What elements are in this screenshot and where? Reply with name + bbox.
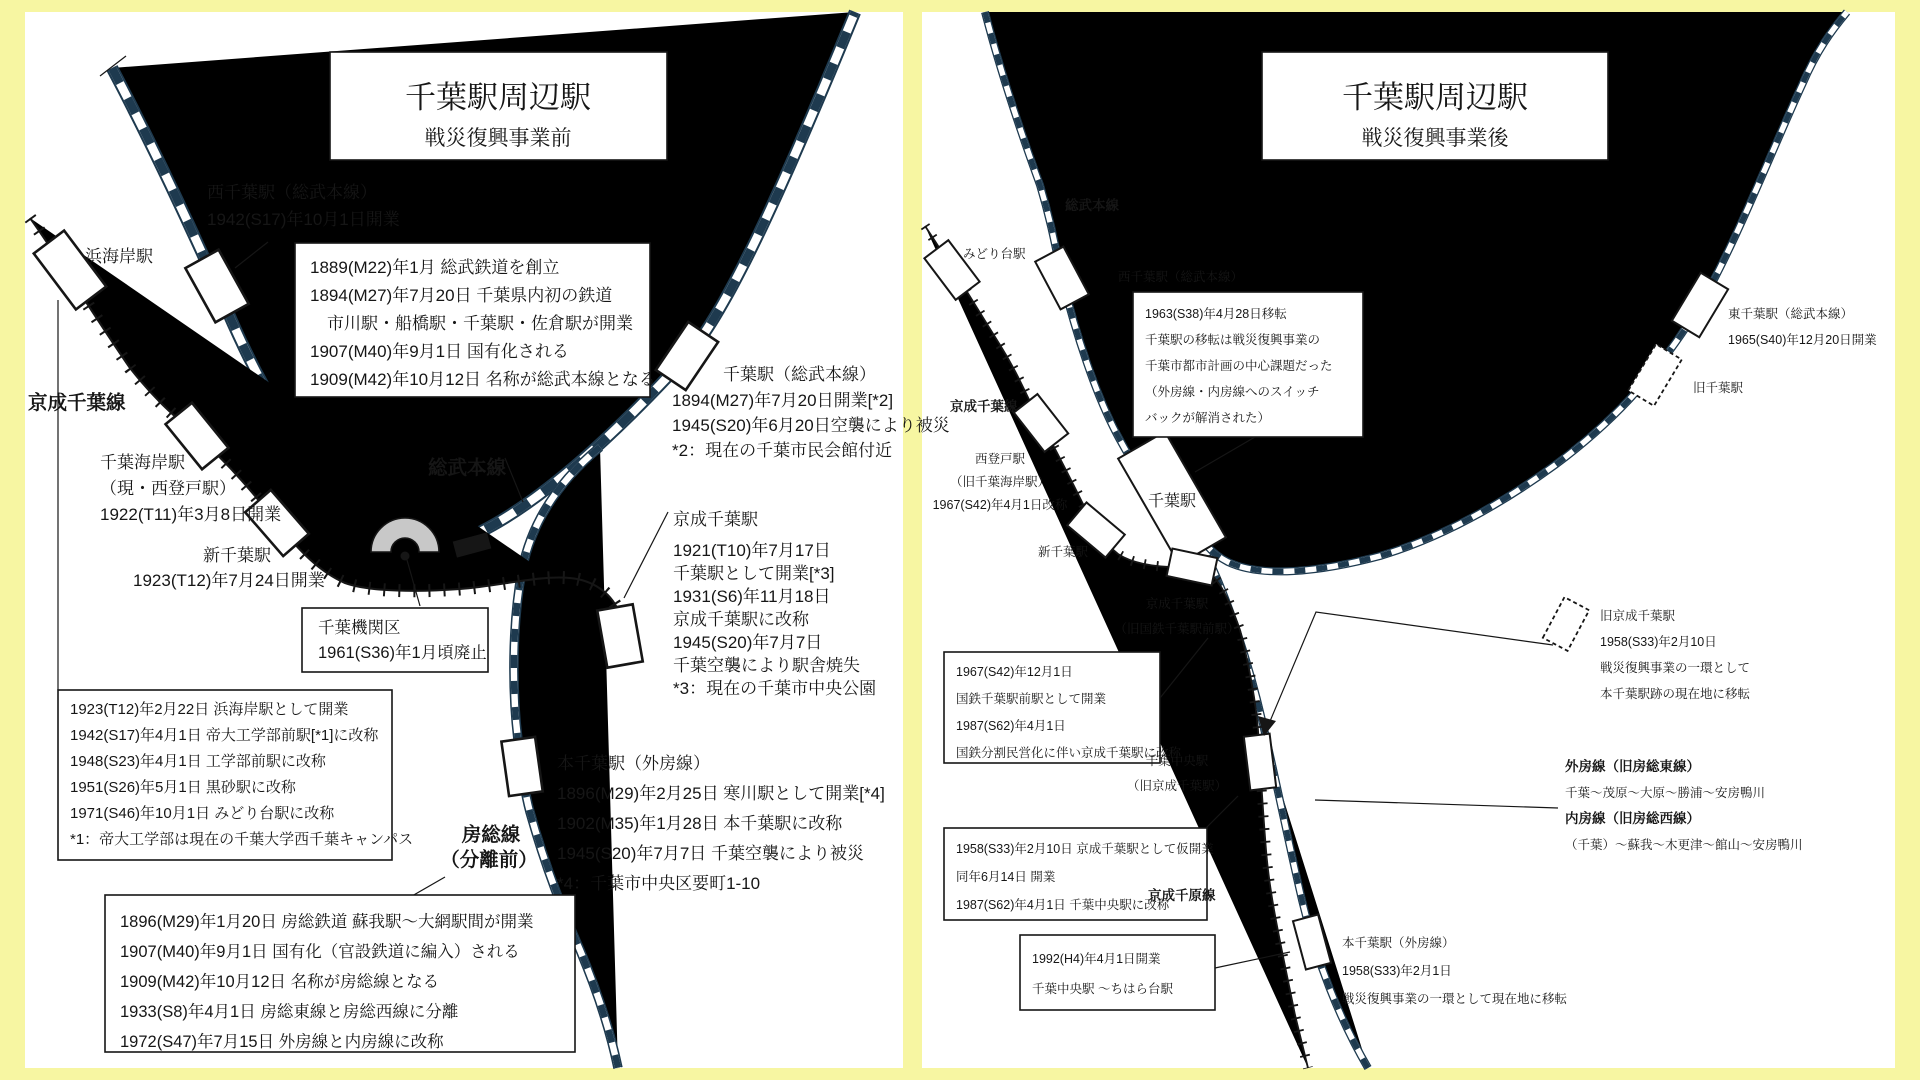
- boso-line-note: （分離前）: [440, 849, 538, 871]
- boso-line-label: 房総線: [461, 824, 521, 846]
- relocation-text: 1963(S38)年4月28日移転千葉駅の移転は戦災復興事業の千葉市都市計画の中心課題だった（外房線・内房線へのスイッチバックが解消された）: [1145, 307, 1333, 425]
- keisei-line-label-before: 京成千葉線: [28, 392, 126, 414]
- kyuchiba-label: 旧千葉駅: [1693, 381, 1744, 395]
- keisei-chiba-label: 京成千葉駅: [673, 510, 758, 529]
- after-title: 千葉駅周辺駅: [1342, 80, 1528, 115]
- depot-dot: [401, 552, 410, 561]
- chiba-chuo-station-box: [1244, 734, 1276, 791]
- chiba-station-label: 千葉駅: [1147, 493, 1197, 510]
- before-subtitle: 戦災復興事業前: [424, 127, 572, 150]
- kikanku-text: 千葉機関区 1961(S36)年1月頃廃止: [318, 619, 487, 662]
- uchibo-line-label: 内房線（旧房総西線）: [1565, 811, 1700, 826]
- honchiba-notes: 1896(M29)年2月25日 寒川駅として開業[*4] 1902(M35)年1月28日 本千葉駅に改称 1945(S20)年7月7日 千葉空襲により被災*4：千葉市中央区要町1-10: [557, 784, 885, 893]
- hamakaigan-history-text: 1923(T12)年2月22日 浜海岸駅として開業 1942(S17)年4月1日 帝大工学部前駅[*1]に改称 1948(S23)年4月1日 工学部前駅に改称 1951(S26)年5月1日 黒砂駅に改称 1971(S46)年10月1日 みどり台駅に改称*1：帝大工学部は現在の千葉大学西千葉キャンパス: [70, 701, 414, 848]
- sobu-line-label-after: 総武本線: [1065, 198, 1119, 213]
- sotobo-line-label: 外房線（旧房総東線）: [1565, 759, 1700, 774]
- keisei-line-label-after: 京成千葉線: [950, 399, 1018, 414]
- honchiba-label-after: 本千葉駅（外房線） 1958(S33)年2月1日戦災復興事業の一環として現在地に移転: [1342, 936, 1568, 1006]
- chiba-sobu-notes: 1894(M27)年7月20日開業[*2] 1945(S20)年6月20日空襲により被災*2：現在の千葉市民会館付近: [672, 391, 950, 460]
- honchiba-label: 本千葉駅（外房線）: [557, 754, 710, 773]
- honchiba-station-box: [501, 737, 542, 796]
- nishichiba-label: 西千葉駅（総武本線） 1942(S17)年10月1日開業: [207, 183, 400, 229]
- kikanku-box: [302, 608, 488, 672]
- chihara-open-box: [1020, 935, 1215, 1010]
- keisei-chiba-label-after: 京成千葉駅（旧国鉄千葉駅前駅）: [1114, 597, 1240, 636]
- boso-history-text: 1896(M29)年1月20日 房総鉄道 蘇我駅〜大網駅間が開業 1907(M40)年9月1日 国有化（官設鉄道に編入）される 1909(M42)年10月12日 名称が房総線となる 1933(S8)年4月1日 房総東線と房総西線に分離 1972(S47)年7月15日 外房線と内房線に改称: [120, 913, 534, 1051]
- chibakaigan-label: 千葉海岸駅（現・西登戸駅） 1922(T11)年3月8日開業: [100, 453, 282, 524]
- chihara-line-label: 京成千原線: [1148, 888, 1216, 903]
- shinchiba-date: 1923(T12)年7月24日開業: [133, 571, 325, 590]
- hamakaigan-label: 浜海岸駅: [85, 247, 153, 266]
- sotobo-route: 千葉〜茂原〜大原〜勝浦〜安房鴨川: [1565, 786, 1766, 800]
- ekimae-history-text: 1967(S42)年12月1日国鉄千葉駅前駅として開業 1987(S62)年4月1日国鉄分割民営化に伴い京成千葉駅に改称: [956, 665, 1182, 760]
- nishinobuto-label: 西登戸駅（旧千葉海岸駅） 1967(S42)年4月1日改称: [932, 452, 1068, 512]
- higashichiba-label: 東千葉駅（総武本線） 1965(S40)年12月20日開業: [1728, 307, 1877, 347]
- after-subtitle: 戦災復興事業後: [1361, 127, 1509, 150]
- before-title: 千葉駅周辺駅: [405, 80, 591, 115]
- chiba-sobu-label: 千葉駅（総武本線）: [723, 365, 876, 384]
- shinchiba-label-after: 新千葉駅: [1038, 545, 1089, 559]
- sobu-line-label-before: 総武本線: [428, 457, 507, 479]
- chuo-history-text: 1958(S33)年2月10日 京成千葉駅として仮開業同年6月14日 開業 1987(S62)年4月1日 千葉中央駅に改称: [956, 842, 1214, 912]
- sobu-history-text: 1889(M22)年1月 総武鉄道を創立 1894(M27)年7月20日 千葉県内初の鉄道 市川駅・船橋駅・千葉駅・佐倉駅が開業 1907(M40)年9月1日 国有化される 1909(M42)年10月12日 名称が総武本線となる: [310, 258, 656, 389]
- chiba-chuo-label: 千葉中央駅（旧京成千葉駅）: [1126, 754, 1228, 793]
- nishichiba-label-after: 西千葉駅（総武本線）: [1118, 270, 1244, 284]
- chihara-open-text: 1992(H4)年4月1日開業千葉中央駅 〜ちはら台駅: [1032, 952, 1173, 996]
- keisei-chiba-notes: 1921(T10)年7月17日千葉駅として開業[*3] 1931(S6)年11月18日京成千葉駅に改称 1945(S20)年7月7日千葉空襲により駅舎焼失*3：現在の千葉市中央公園: [673, 541, 877, 698]
- midoridai-label: みどり台駅: [963, 247, 1026, 261]
- uchibo-route: （千葉）〜蘇我〜木更津〜館山〜安房鴨川: [1565, 838, 1803, 852]
- kyu-keisei-chiba-label: 旧京成千葉駅 1958(S33)年2月10日戦災復興事業の一環として本千葉駅跡の現在地に移転: [1600, 609, 1751, 701]
- shinchiba-label: 新千葉駅: [203, 546, 271, 565]
